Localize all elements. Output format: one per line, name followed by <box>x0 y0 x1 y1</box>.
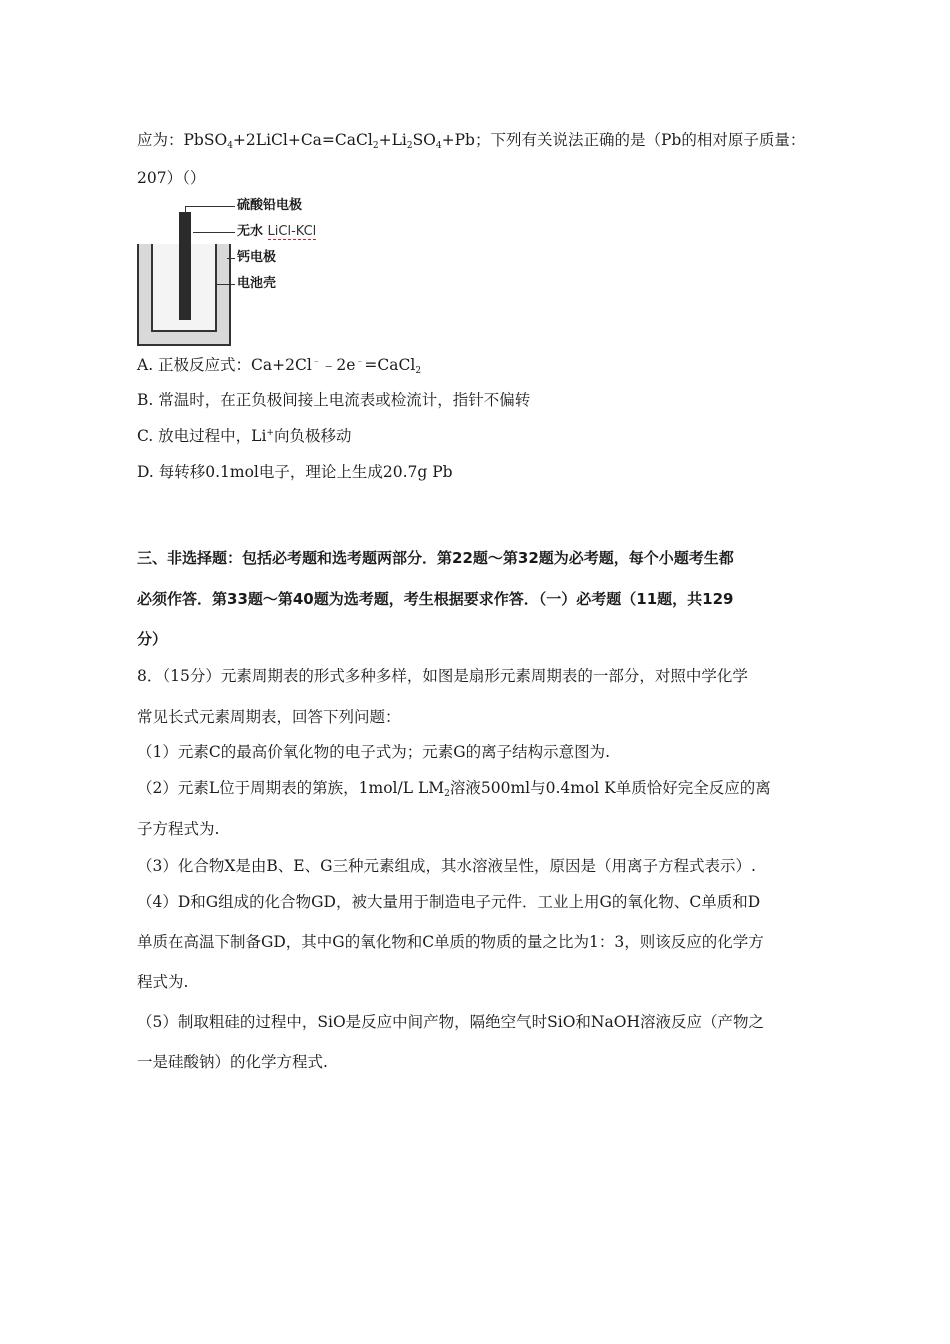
q8-part-4-line-1: （4）D和G组成的化合物GD，被大量用于制造电子元件．工业上用G的氧化物、C单质和D <box>137 893 761 911</box>
q8-line-2: 常见长式元素周期表，回答下列问题： <box>137 708 401 726</box>
superscript: ﹣ <box>355 357 365 367</box>
leader-line <box>227 258 235 259</box>
q8-part-5-line-2: 一是硅酸钠）的化学方程式. <box>137 1053 328 1071</box>
subscript: 2 <box>415 366 422 376</box>
intro-line-2: 207）（） <box>137 169 206 187</box>
superscript: ﹣ <box>311 357 321 367</box>
q8-part-1: （1）元素C的最高价氧化物的电子式为；元素G的离子结构示意图为. <box>137 743 611 761</box>
text-segment: 应为：PbSO <box>137 131 228 149</box>
label-lead-sulfate-electrode: 硫酸铅电极 <box>237 198 303 213</box>
subscript: 4 <box>227 141 233 151</box>
text-segment: 无水 <box>237 224 268 239</box>
label-calcium-electrode: 钙电极 <box>237 250 277 265</box>
text-segment: +2LiCl+Ca=CaCl <box>232 131 373 149</box>
q8-part-4-line-2: 单质在高温下制备GD，其中G的氧化物和C单质的物质的量之比为1：3，则该反应的化学方 <box>137 933 764 951</box>
text-segment: +Pb；下列有关说法正确的是（Pb的相对原子质量： <box>441 131 806 149</box>
text-segment: SO <box>412 131 436 149</box>
text-segment: （2）元素L位于周期表的第族，1mol/L LM <box>137 779 445 797</box>
leader-line <box>215 284 235 285</box>
option-b: B. 常温时，在正负极间接上电流表或检流计，指针不偏转 <box>137 391 531 409</box>
text-segment: A. 正极反应式：Ca+2Cl <box>137 356 312 374</box>
option-d: D. 每转移0.1mol电子，理论上生成20.7g Pb <box>137 463 453 481</box>
leader-line <box>185 206 235 207</box>
superscript: + <box>266 428 274 438</box>
subscript: 2 <box>406 141 413 151</box>
section-heading-line-2: 必须作答．第33题～第40题为选考题，考生根据要求作答．（一）必考题（11题，共129 <box>137 590 734 608</box>
section-heading-line-1: 三、非选择题：包括必考题和选考题两部分．第22题～第32题为必考题，每个小题考生都 <box>137 549 734 567</box>
intro-line-1 <box>137 130 805 150</box>
q8-part-2-line-1 <box>137 778 771 798</box>
leader-line <box>193 232 235 233</box>
subscript: 2 <box>372 141 379 151</box>
leader-line <box>185 206 186 214</box>
subscript: 2 <box>444 789 450 799</box>
label-electrolyte <box>237 224 316 240</box>
text-segment: 溶液500ml与0.4mol K单质恰好完全反应的离 <box>449 779 771 797</box>
q8-part-3: （3）化合物X是由B、E、G三种元素组成，其水溶液呈性，原因是（用离子方程式表示）. <box>137 857 756 875</box>
text-segment: LiCl-KCl <box>267 224 317 239</box>
lead-sulfate-electrode <box>179 212 191 320</box>
text-segment: C. 放电过程中，Li <box>137 427 267 445</box>
label-battery-shell: 电池壳 <box>237 276 277 291</box>
option-a <box>137 355 421 375</box>
section-heading-line-3: 分） <box>137 630 168 648</box>
subscript: 4 <box>435 141 442 151</box>
battery-diagram <box>137 200 352 350</box>
text-segment: ﹣2e <box>320 356 356 374</box>
q8-part-2-line-2: 子方程式为. <box>137 820 220 838</box>
text-segment: =CaCl <box>364 356 416 374</box>
text-segment: +Li <box>378 131 407 149</box>
q8-line-1: 8．（15分）元素周期表的形式多种多样，如图是扇形元素周期表的一部分，对照中学化学 <box>137 667 748 685</box>
q8-part-4-line-3: 程式为. <box>137 973 189 991</box>
option-c <box>137 426 351 446</box>
text-segment: 向负极移动 <box>273 427 352 445</box>
q8-part-5-line-1: （5）制取粗硅的过程中，SiO是反应中间产物，隔绝空气时SiO和NaOH溶液反应（产物之 <box>137 1013 764 1031</box>
